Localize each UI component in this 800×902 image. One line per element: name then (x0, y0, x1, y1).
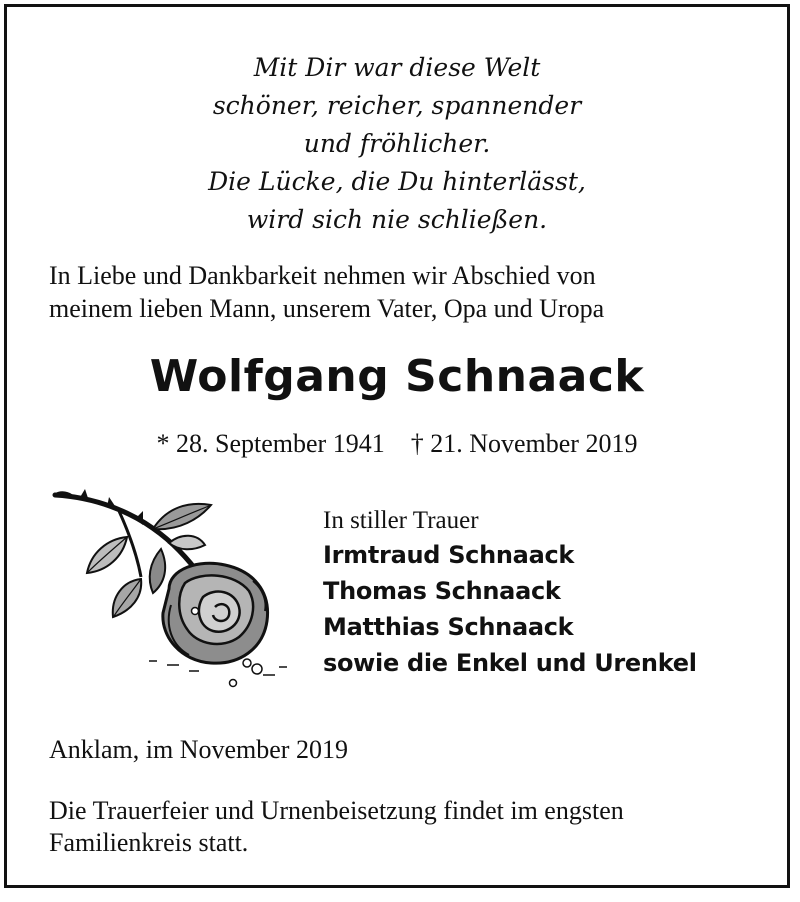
farewell-intro (49, 259, 769, 325)
life-dates: * 28. September 1941 † 21. November 2019 (156, 429, 638, 458)
funeral-notice (49, 795, 769, 859)
mourner-names (323, 537, 697, 681)
notice-line: Familienkreis statt. (49, 828, 249, 857)
poem-line: schöner, reicher, spannender (212, 91, 582, 120)
obituary-frame (4, 4, 790, 888)
mourner-name: sowie die Enkel und Urenkel (323, 649, 697, 677)
mourners-block (323, 505, 697, 681)
deceased-name: Wolfgang Schnaack (149, 351, 645, 402)
poem (7, 49, 787, 239)
intro-line: In Liebe und Dankbarkeit nehmen wir Abschied von (49, 261, 596, 290)
poem-line: Mit Dir war diese Welt (253, 53, 541, 82)
mourner-name: Matthias Schnaack (323, 613, 574, 641)
poem-line: und fröhlicher. (303, 129, 491, 158)
rose-icon (49, 485, 311, 701)
place-date: Anklam, im November 2019 (49, 735, 348, 764)
mourner-name: Thomas Schnaack (323, 577, 561, 605)
poem-line: Die Lücke, die Du hinterlässt, (208, 167, 586, 196)
notice-line: Die Trauerfeier und Urnenbeisetzung findet im engsten (49, 796, 624, 825)
intro-line: meinem lieben Mann, unserem Vater, Opa und Uropa (49, 294, 605, 323)
mourner-name: Irmtraud Schnaack (323, 541, 575, 569)
poem-line: wird sich nie schließen. (246, 205, 548, 234)
mourning-intro: In stiller Trauer (323, 507, 479, 534)
